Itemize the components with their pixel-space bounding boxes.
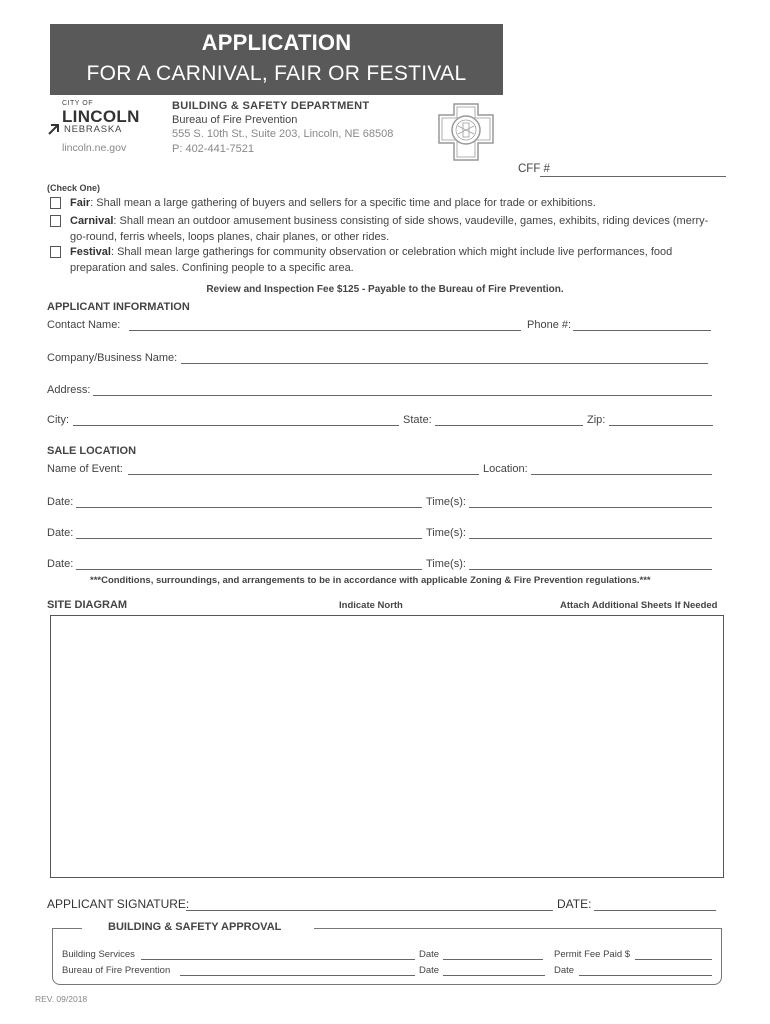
address-field[interactable] <box>93 395 712 396</box>
bureau-name: Bureau of Fire Prevention <box>172 114 298 126</box>
fire-department-seal-icon <box>436 101 496 163</box>
date-label-2: Date: <box>47 527 74 539</box>
logo-state: NEBRASKA <box>64 124 123 135</box>
festival-definition: : Shall mean large gatherings for community observation or celebration which might include live performances, food <box>110 246 673 258</box>
approval-heading: BUILDING & SAFETY APPROVAL <box>108 921 282 933</box>
department-name: BUILDING & SAFETY DEPARTMENT <box>172 100 370 112</box>
signature-date-label: DATE: <box>557 897 592 911</box>
permit-date-field[interactable] <box>579 975 712 976</box>
building-services-field[interactable] <box>141 959 415 960</box>
signature-label: APPLICANT SIGNATURE: <box>47 897 190 911</box>
site-diagram-heading: SITE DIAGRAM <box>47 599 128 611</box>
fire-prevention-date-field[interactable] <box>443 975 545 976</box>
approval-box-top-right <box>314 928 722 929</box>
logo-arrow-icon <box>47 123 61 135</box>
conditions-notice: ***Conditions, surroundings, and arrangements to be in accordance with applicable Zoning & Fire Prevention regulations.*** <box>90 575 651 586</box>
phone-field[interactable] <box>573 330 711 331</box>
zip-field[interactable] <box>609 425 713 426</box>
fire-prevention-label: Bureau of Fire Prevention <box>62 965 171 976</box>
site-diagram-area[interactable] <box>50 615 724 878</box>
city-label: City: <box>47 414 69 426</box>
date-field-2[interactable] <box>76 538 422 539</box>
carnival-term: Carnival <box>70 215 114 227</box>
event-name-field[interactable] <box>128 474 479 475</box>
title-line-2: FOR A CARNIVAL, FAIR OR FESTIVAL <box>86 62 467 85</box>
permit-fee-label: Permit Fee Paid $ <box>554 949 631 960</box>
department-phone: P: 402-441-7521 <box>172 143 254 155</box>
title-banner <box>50 24 503 95</box>
festival-term: Festival <box>70 246 111 258</box>
date-label-1: Date: <box>47 496 74 508</box>
location-label: Location: <box>483 463 528 475</box>
zip-label: Zip: <box>587 414 606 426</box>
festival-definition-cont: preparation and sales. Confining people to a specific area. <box>70 262 354 274</box>
times-label-3: Time(s): <box>426 558 466 570</box>
fair-term: Fair <box>70 197 91 209</box>
department-address: 555 S. 10th St., Suite 203, Lincoln, NE 68508 <box>172 128 394 140</box>
fire-prevention-field[interactable] <box>180 975 415 976</box>
times-field-3[interactable] <box>469 569 712 570</box>
contact-name-field[interactable] <box>129 330 521 331</box>
building-services-date-label: Date <box>419 949 440 960</box>
times-field-1[interactable] <box>469 507 712 508</box>
fair-definition: : Shall mean a large gathering of buyers and sellers for a specific time and place for trade or exhibitions. <box>90 197 596 209</box>
check-one-label: (Check One) <box>47 183 101 193</box>
permit-fee-field[interactable] <box>635 959 712 960</box>
applicant-info-heading: APPLICANT INFORMATION <box>47 301 190 313</box>
cff-label: CFF # <box>518 163 550 175</box>
building-services-label: Building Services <box>62 949 135 960</box>
fire-prevention-date-label: Date <box>419 965 440 976</box>
indicate-north-label: Indicate North <box>339 600 403 611</box>
additional-sheets-label: Attach Additional Sheets If Needed <box>560 600 718 611</box>
festival-checkbox[interactable] <box>50 246 61 258</box>
date-field-1[interactable] <box>76 507 422 508</box>
company-field[interactable] <box>181 363 708 364</box>
date-field-3[interactable] <box>76 569 422 570</box>
sale-location-heading: SALE LOCATION <box>47 445 137 457</box>
fair-option <box>70 195 596 211</box>
title-line-1: APPLICATION <box>201 30 352 55</box>
logo-website: lincoln.ne.gov <box>62 142 127 154</box>
times-label-1: Time(s): <box>426 496 466 508</box>
times-label-2: Time(s): <box>426 527 466 539</box>
carnival-definition: : Shall mean an outdoor amusement business consisting of side shows, vaudeville, games, exhibits, riding devices (merry- <box>113 215 709 227</box>
logo-city-name: LINCOLN <box>62 107 140 126</box>
signature-field[interactable] <box>186 910 553 911</box>
cff-number-field[interactable] <box>540 176 726 177</box>
festival-option <box>70 244 672 260</box>
permit-date-label: Date <box>554 965 575 976</box>
state-label: State: <box>403 414 432 426</box>
state-field[interactable] <box>435 425 583 426</box>
fair-checkbox[interactable] <box>50 197 61 209</box>
city-field[interactable] <box>73 425 399 426</box>
approval-box-top-left <box>52 928 82 929</box>
building-services-date-field[interactable] <box>443 959 543 960</box>
signature-date-field[interactable] <box>594 910 716 911</box>
location-field[interactable] <box>531 474 712 475</box>
company-label: Company/Business Name: <box>47 352 178 364</box>
revision-label: REV. 09/2018 <box>35 994 88 1004</box>
date-label-3: Date: <box>47 558 74 570</box>
logo-city-of: CITY OF <box>62 100 93 107</box>
times-field-2[interactable] <box>469 538 712 539</box>
address-label: Address: <box>47 384 91 396</box>
fee-notice: Review and Inspection Fee $125 - Payable to the Bureau of Fire Prevention. <box>206 284 564 295</box>
carnival-checkbox[interactable] <box>50 215 61 227</box>
carnival-definition-cont: go-round, ferris wheels, loops planes, chair planes, or other rides. <box>70 231 390 243</box>
event-name-label: Name of Event: <box>47 463 123 475</box>
contact-name-label: Contact Name: <box>47 319 121 331</box>
phone-label: Phone #: <box>527 319 572 331</box>
carnival-option <box>70 213 708 229</box>
